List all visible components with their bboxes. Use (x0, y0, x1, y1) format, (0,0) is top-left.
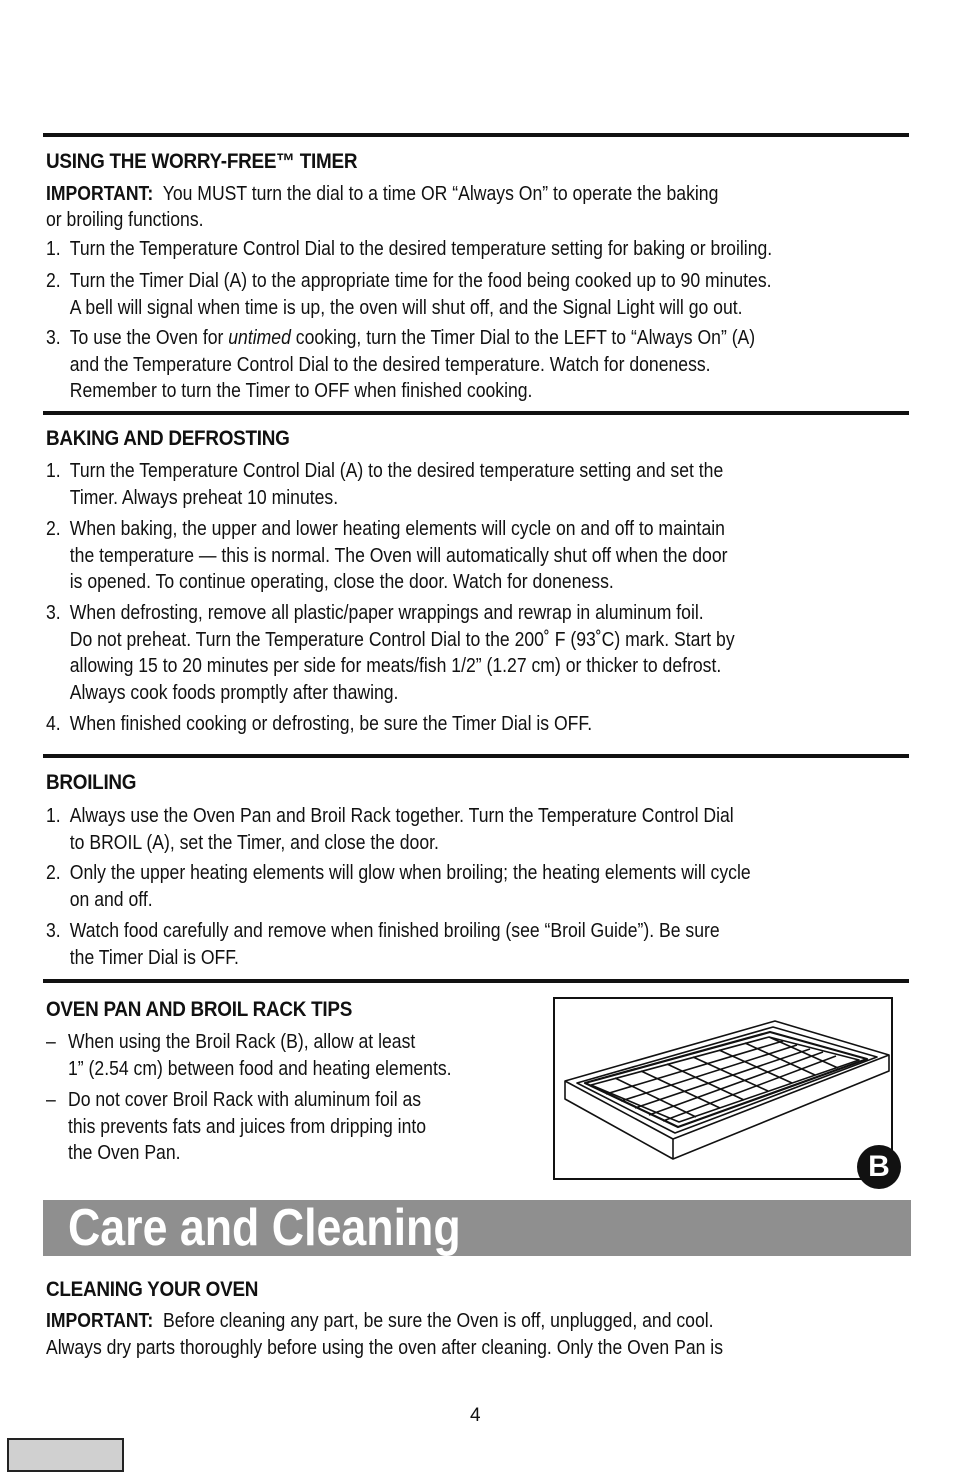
important-text: Before cleaning any part, be sure the Oven is off, unplugged, and cool. (163, 1310, 714, 1332)
list-text: Only the upper heating elements will glow when broiling; the heating elements will cycle (69, 862, 751, 884)
list-text: When finished cooking or defrosting, be sure the Timer Dial is OFF. (69, 713, 593, 735)
list-text: When defrosting, remove all plastic/paper wrappings and rewrap in aluminum foil. (69, 602, 704, 624)
list-text: is opened. To continue operating, close the door. Watch for doneness. (69, 571, 614, 593)
list-number: 1. (46, 238, 61, 260)
list-text: A bell will signal when time is up, the oven will shut off, and the Signal Light will go out. (69, 296, 743, 319)
emphasis: untimed (228, 327, 291, 349)
list-text: the Timer Dial is OFF. (69, 946, 239, 969)
list-text: to BROIL (A), set the Timer, and close the door. (69, 831, 439, 854)
timer-heading: USING THE WORRY-FREE™ TIMER (46, 150, 358, 173)
timer-important-cont: or broiling functions. (46, 209, 204, 231)
list-dash: – (46, 1089, 56, 1111)
list-number: 3. (46, 327, 61, 349)
list-text: this prevents fats and juices from dripping into (68, 1115, 427, 1138)
list-text: Turn the Temperature Control Dial to the desired temperature setting for baking or broiling. (69, 238, 773, 260)
figure-label-badge: B (857, 1145, 901, 1189)
important-label: IMPORTANT: (46, 1310, 154, 1332)
section-rule (43, 411, 909, 415)
cleaning-heading: CLEANING YOUR OVEN (46, 1278, 259, 1301)
list-number: 2. (46, 518, 61, 540)
list-text-post: cooking, turn the Timer Dial to the LEFT to “Always On” (A) (290, 327, 756, 349)
important-label: IMPORTANT: (46, 183, 154, 205)
list-number: 1. (46, 805, 61, 827)
broil-rack-figure (553, 997, 893, 1180)
list-text: Watch food carefully and remove when finished broiling (see “Broil Guide”). Be sure (69, 920, 720, 942)
corner-box (7, 1438, 124, 1472)
list-text-pre: To use the Oven for (69, 327, 229, 349)
section-rule (43, 754, 909, 758)
banner-title: Care and Cleaning (68, 1199, 461, 1257)
list-text: the temperature — this is normal. The Oven will automatically shut off when the door (69, 544, 728, 567)
list-text: on and off. (69, 888, 153, 911)
page-number: 4 (470, 1405, 481, 1426)
list-text: allowing 15 to 20 minutes per side for meats/fish 1/2” (1.27 cm) or thicker to defrost. (69, 655, 722, 677)
list-number: 4. (46, 713, 61, 735)
list-number: 2. (46, 270, 61, 292)
section-rule (43, 133, 909, 137)
list-text: Do not cover Broil Rack with aluminum foil as (68, 1089, 422, 1111)
list-dash: – (46, 1031, 56, 1053)
list-number: 3. (46, 920, 61, 942)
section-banner (43, 1200, 911, 1256)
list-text: Always use the Oven Pan and Broil Rack together. Turn the Temperature Control Dial (69, 805, 734, 827)
list-text: 1” (2.54 cm) between food and heating elements. (68, 1057, 452, 1080)
list-text: Turn the Temperature Control Dial (A) to the desired temperature setting and set the (69, 460, 724, 482)
section-rule (43, 979, 909, 983)
list-text: Turn the Timer Dial (A) to the appropriate time for the food being cooked up to 90 minutes. (69, 270, 772, 292)
baking-heading: BAKING AND DEFROSTING (46, 427, 290, 450)
tips-heading: OVEN PAN AND BROIL RACK TIPS (46, 998, 353, 1021)
timer-important (46, 181, 718, 208)
list-text: Do not preheat. Turn the Temperature Control Dial to the 200˚ F (93˚C) mark. Start by (69, 628, 735, 651)
list-number: 2. (46, 862, 61, 884)
list-text: Timer. Always preheat 10 minutes. (69, 486, 339, 509)
list-number: 1. (46, 460, 61, 482)
list-text: and the Temperature Control Dial to the desired temperature. Watch for doneness. (69, 353, 711, 376)
cleaning-important-cont: Always dry parts thoroughly before using the oven after cleaning. Only the Oven Pan is (46, 1337, 724, 1359)
list-text (70, 325, 755, 352)
list-text: When using the Broil Rack (B), allow at least (68, 1031, 416, 1053)
broil-rack-illustration (555, 999, 891, 1178)
list-text: the Oven Pan. (68, 1142, 181, 1164)
cleaning-important (46, 1308, 714, 1335)
important-text: You MUST turn the dial to a time OR “Always On” to operate the baking (162, 183, 719, 205)
broiling-heading: BROILING (46, 771, 137, 794)
list-text: When baking, the upper and lower heating elements will cycle on and off to maintain (69, 518, 725, 540)
list-text: Remember to turn the Timer to OFF when finished cooking. (69, 380, 533, 402)
list-number: 3. (46, 602, 61, 624)
list-text: Always cook foods promptly after thawing. (69, 681, 399, 704)
